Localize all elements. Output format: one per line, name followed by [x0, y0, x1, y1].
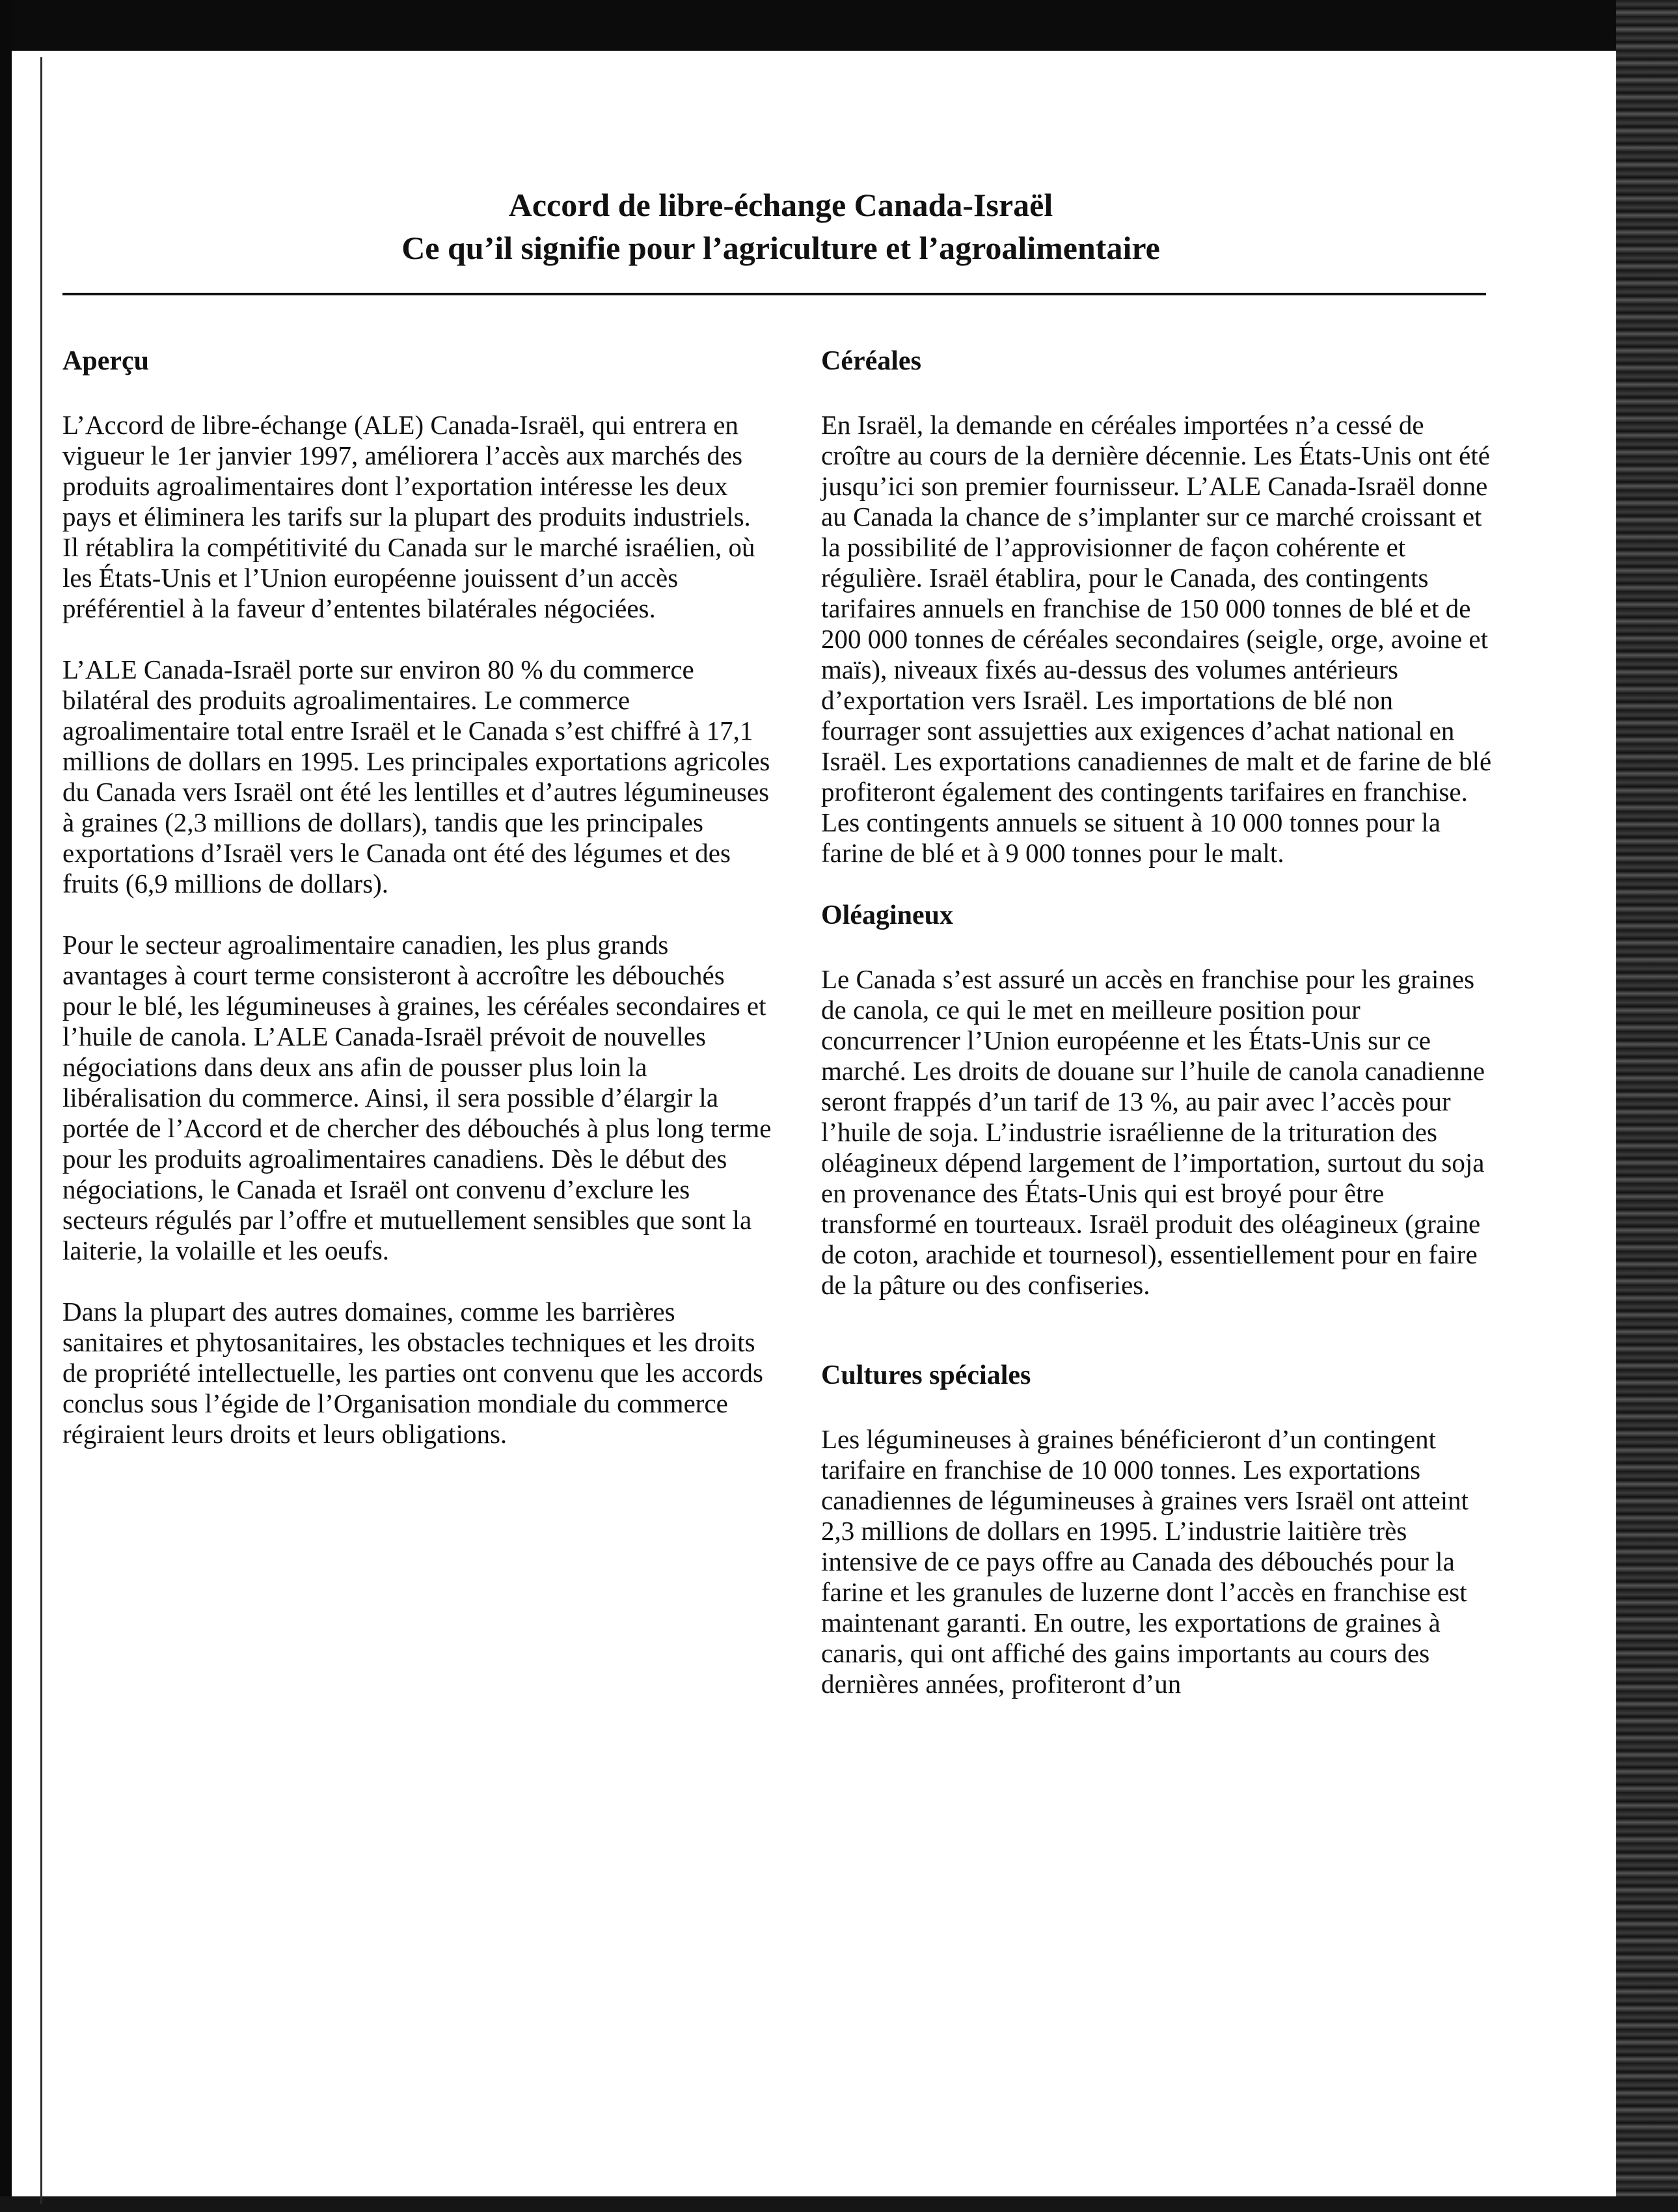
- scan-top-border: [0, 0, 1678, 51]
- section-heading-cultures-speciales: Cultures spéciales: [821, 1360, 1031, 1390]
- title-line-2: Ce qu’il signifie pour l’agriculture et l’agroalimentaire: [401, 230, 1160, 266]
- apercu-paragraph-3: Pour le secteur agroalimentaire canadien, les plus grands avantages à court terme consisteront à accroître les débouchés pour le blé, les légumineuses à graines, les céréales secondaires et l’huile de canola. L’ALE Canada-Israël prévoit de nouvelles négociations dans deux ans afin de pousser plus loin la libéralisation du commerce. Ainsi, il sera possible d’élargir la portée de l’Accord et de chercher des débouchés à plus long terme pour les produits agroalimentaires canadiens. Dès le début des négociations, le Canada et Israël ont convenu d’exclure les secteurs régulés par l’offre et mutuellement sensibles que sont la laiterie, la volaille et les oeufs.: [62, 930, 772, 1265]
- section-heading-apercu: Aperçu: [62, 346, 149, 376]
- scan-right-border: [1616, 0, 1678, 2212]
- title-divider: [62, 293, 1486, 295]
- cultures-speciales-paragraph: Les légumineuses à graines bénéficieront d’un contingent tarifaire en franchise de 10 000 tonnes. Les exportations canadiennes de légumineuses à graines vers Israël ont atteint 2,3 millions de dollars en 1995. L’industrie laitière très intensive de ce pays offre au Canada des débouchés pour la farine et les granules de luzerne dont l’accès en franchise est maintenant garanti. En outre, les exportations de graines à canaris, qui ont affiché des gains importants au cours des dernières années, profiteront d’un: [821, 1424, 1469, 1699]
- left-column: [62, 345, 772, 1480]
- page-margin-rule: [40, 57, 42, 2204]
- apercu-paragraph-2: L’ALE Canada-Israël porte sur environ 80 % du commerce bilatéral des produits agroalimentaires. Le commerce agroalimentaire total entre Israël et le Canada s’est chiffré à 17,1 millions de dollars en 1995. Les principales exportations agricoles du Canada vers Israël ont été les lentilles et d’autres légumineuses à graines (2,3 millions de dollars), tandis que les principales exportations d’Israël vers le Canada ont été des légumes et des fruits (6,9 millions de dollars).: [62, 654, 770, 898]
- section-heading-oleagineux: Oléagineux: [821, 900, 954, 930]
- apercu-paragraph-4: Dans la plupart des autres domaines, comme les barrières sanitaires et phytosanitaires, les obstacles techniques et les droits de propriété intellectuelle, les parties ont convenu que les accords conclus sous l’égide de l’Organisation mondiale du commerce régiraient leurs droits et leurs obligations.: [62, 1297, 763, 1449]
- scan-bottom-border: [0, 2196, 1678, 2212]
- right-column: [821, 345, 1498, 1730]
- scan-left-border: [0, 0, 12, 2212]
- document-title: [195, 183, 1366, 269]
- title-line-1: Accord de libre-échange Canada-Israël: [508, 187, 1053, 223]
- apercu-paragraph-1: L’Accord de libre-échange (ALE) Canada-Israël, qui entrera en vigueur le 1er janvier 1997, améliorera l’accès aux marchés des produits agroalimentaires dont l’exportation intéresse les deux pays et éliminera les tarifs sur la plupart des produits industriels. Il rétablira la compétitivité du Canada sur le marché israélien, où les États-Unis et l’Union européenne jouissent d’un accès préférentiel à la faveur d’ententes bilatérales négociées.: [62, 410, 755, 623]
- cereales-paragraph: En Israël, la demande en céréales importées n’a cessé de croître au cours de la dernière décennie. Les États-Unis ont été jusqu’ici son premier fournisseur. L’ALE Canada-Israël donne au Canada la chance de s’implanter sur ce marché croissant et la possibilité de l’approvisionner de façon cohérente et régulière. Israël établira, pour le Canada, des contingents tarifaires annuels en franchise de 150 000 tonnes de blé et de 200 000 tonnes de céréales secondaires (seigle, orge, avoine et maïs), niveaux fixés au-dessus des volumes antérieurs d’exportation vers Israël. Les importations de blé non fourrager sont assujetties aux exigences d’achat national en Israël. Les exportations canadiennes de malt et de farine de blé profiteront également des contingents tarifaires en franchise. Les contingents annuels se situent à 10 000 tonnes pour la farine de blé et à 9 000 tonnes pour le malt.: [821, 410, 1492, 868]
- section-heading-cereales: Céréales: [821, 346, 921, 376]
- oleagineux-paragraph: Le Canada s’est assuré un accès en franchise pour les graines de canola, ce qui le met en meilleure position pour concurrencer l’Union européenne et les États-Unis sur ce marché. Les droits de douane sur l’huile de canola canadienne seront frappés d’un tarif de 13 %, au pair avec l’accès pour l’huile de soja. L’industrie israélienne de la trituration des oléagineux dépend largement de l’importation, surtout du soja en provenance des États-Unis qui est broyé pour être transformé en tourteaux. Israël produit des oléagineux (graine de coton, arachide et tournesol), essentiellement pour en faire de la pâture ou des confiseries.: [821, 964, 1485, 1300]
